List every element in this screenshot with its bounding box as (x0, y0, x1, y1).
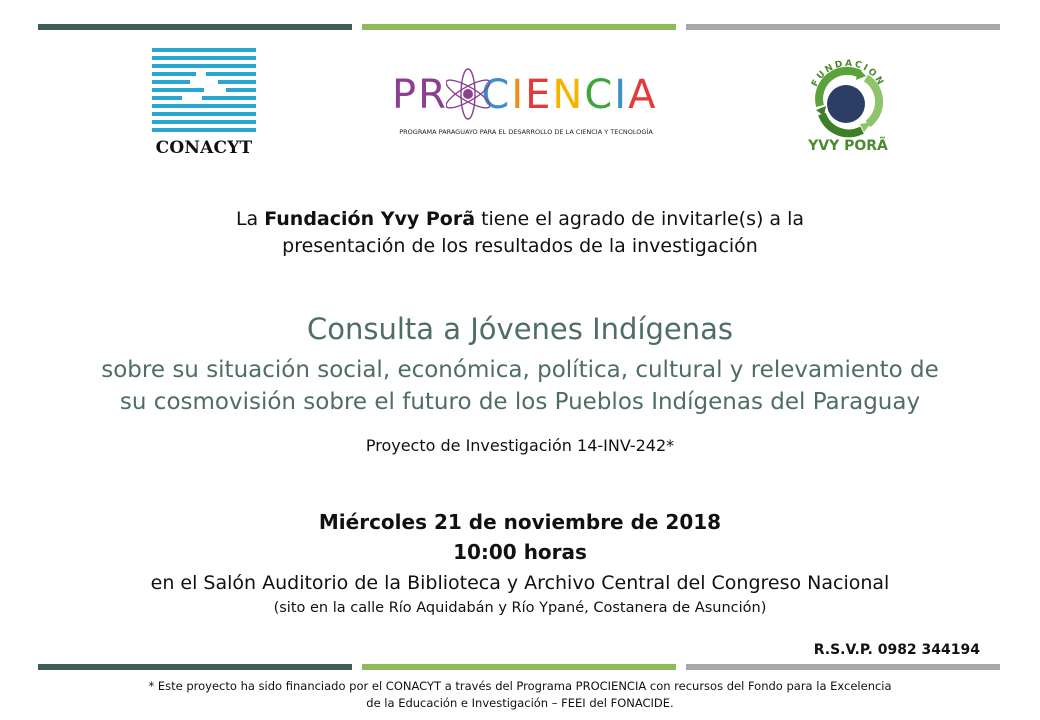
invitation-prefix: La (235, 208, 265, 230)
conacyt-logo (152, 48, 256, 158)
foundation-name: Fundación Yvy Porã (264, 208, 476, 230)
prociencia-tagline: PROGRAMA PARAGUAYO PARA EL DESARROLLO DE LA CIENCIA Y TECNOLOGÍA (399, 128, 653, 136)
event-title: Consulta a Jóvenes Indígenas (306, 312, 734, 346)
event-date: Miércoles 21 de noviembre de 2018 (318, 510, 722, 534)
conacyt-stripes-icon (152, 48, 256, 134)
atom-icon (446, 66, 490, 122)
funding-footnote (0, 678, 1040, 712)
event-subtitle (0, 354, 1040, 418)
subtitle-line-2: su cosmovisión sobre el futuro de los Pueblos Indígenas del Paraguay (119, 389, 921, 415)
yvy-pora-logo (800, 46, 896, 162)
conacyt-name: CONACYT (155, 138, 253, 158)
invitation-line-1 (0, 206, 1040, 233)
invitation-text (0, 206, 1040, 260)
prociencia-letter: C (584, 72, 615, 118)
footnote-line-2: de la Educación e Investigación – FEEI del FONACIDE. (366, 696, 674, 710)
prociencia-letter: A (628, 72, 658, 118)
top-bar-dark (38, 24, 352, 30)
prociencia-letter: E (525, 72, 553, 118)
yvy-pora-emblem-icon (800, 46, 896, 138)
bottom-bar-gray (686, 664, 1000, 670)
event-venue: en el Salón Auditorio de la Biblioteca y Archivo Central del Congreso Nacional (150, 572, 890, 594)
prociencia-letter: I (511, 72, 526, 118)
invitation-line-2: presentación de los resultados de la investigación (282, 235, 758, 257)
prociencia-letter: P (392, 72, 419, 118)
top-bar-gray (686, 24, 1000, 30)
footnote-line-1: * Este proyecto ha sido financiado por el CONACYT a través del Programa PROCIENCIA con recursos del Fondo para la Excelencia (148, 679, 892, 693)
rsvp-phone: R.S.V.P. 0982 344194 (813, 642, 980, 658)
bottom-bar-dark (38, 664, 352, 670)
prociencia-letter: I (614, 72, 629, 118)
invitation-line-1-rest: tiene el agrado de invitarle(s) a la (475, 208, 805, 230)
prociencia-letter: R (418, 72, 448, 118)
event-time: 10:00 horas (453, 540, 587, 564)
subtitle-line-1: sobre su situación social, económica, política, cultural y relevamiento de (101, 357, 939, 383)
prociencia-letter: C (481, 72, 512, 118)
top-bar-green (362, 24, 676, 30)
yvy-pora-name: YVY PORÃ (808, 138, 888, 154)
prociencia-logo (392, 62, 660, 146)
prociencia-letter: N (552, 72, 585, 118)
project-code: Proyecto de Investigación 14-INV-242* (365, 436, 675, 455)
bottom-bar-green (362, 664, 676, 670)
event-address: (sito en la calle Río Aquidabán y Río Ypané, Costanera de Asunción) (273, 600, 767, 616)
svg-text:FUNDACION: FUNDACION (810, 58, 886, 89)
prociencia-wordmark (392, 72, 657, 118)
